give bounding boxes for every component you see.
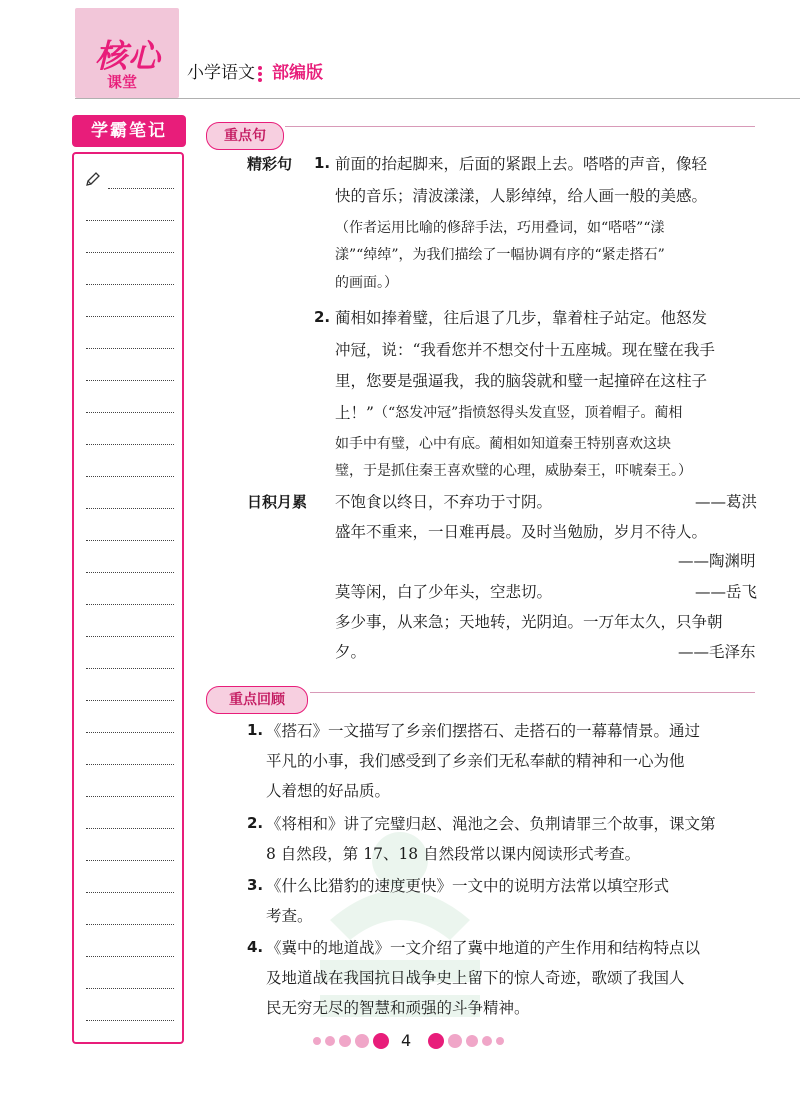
notes-box — [72, 152, 184, 1044]
note-line: （作者运用比喻的修辞手法，巧用叠词，如“嗒嗒”“漾 — [335, 220, 665, 236]
item-number: 2. — [247, 814, 264, 832]
body-line: 《冀中的地道战》一文介绍了冀中地道的产生作用和结构特点以 — [266, 939, 701, 957]
item-number: 2. — [314, 308, 331, 326]
section-divider — [310, 692, 755, 693]
item-number: 3. — [247, 876, 264, 894]
body-line: 民无穷无尽的智慧和顽强的斗争精神。 — [266, 999, 530, 1017]
term-riji: 日积月累 — [247, 493, 308, 511]
body-line: 上！” — [335, 404, 374, 422]
item-number: 1. — [314, 154, 331, 172]
section-divider — [285, 126, 755, 127]
body-line: 人着想的好品质。 — [266, 782, 391, 800]
header-divider — [75, 98, 800, 99]
term-jingcai: 精彩句 — [247, 155, 293, 173]
body-line: 《什么比猎豹的速度更快》一文中的说明方法常以填空形式 — [266, 877, 670, 895]
body-line: 冲冠，说：“我看您并不想交付十五座城。现在璧在我手 — [335, 341, 715, 359]
logo-sub-text: 课堂 — [106, 73, 137, 91]
note-line: 如手中有璧，心中有底。蔺相如知道秦王特别喜欢这块 — [335, 436, 671, 452]
note-line: 漾”“绰绰”，为我们描绘了一幅协调有序的“紧走搭石” — [335, 247, 665, 263]
body-line: 8 自然段，第 17、18 自然段常以课内阅读形式考查。 — [266, 845, 641, 863]
note-line: 的画面。） — [335, 275, 398, 291]
body-line: 《将相和》讲了完璧归赵、渑池之会、负荆请罪三个故事，课文第 — [266, 815, 716, 833]
body-line: 及地道战在我国抗日战争史上留下的惊人奇迹，歌颂了我国人 — [266, 969, 685, 987]
edition-label: 部编版 — [272, 63, 323, 83]
quote-author: ——岳飞 — [695, 583, 758, 601]
quote-line: 不饱食以终日，不弃功于寸阴。 — [335, 493, 553, 511]
body-line: 里，您要是强逼我，我的脑袋就和璧一起撞碎在这柱子 — [335, 372, 708, 390]
notes-title: 学霸笔记 — [72, 115, 186, 147]
body-line: 快的音乐；清波漾漾，人影绰绰，给人画一般的美感。 — [335, 187, 708, 205]
subject-label: 小学语文 — [187, 63, 255, 83]
watermark-logo — [300, 800, 500, 1030]
quote-line: 多少事，从来急；天地转，光阴迫。一万年太久，只争朝 — [335, 613, 723, 631]
section-label-review: 重点回顾 — [206, 686, 308, 714]
quote-line: 莫等闲，白了少年头，空悲切。 — [335, 583, 553, 601]
quote-author: ——陶渊明 — [678, 552, 756, 570]
body-line: 《搭石》一文描写了乡亲们摆搭石、走搭石的一幕幕情景。通过 — [266, 722, 701, 740]
logo-main-text: 核心 — [94, 37, 161, 75]
note-line: 璧，于是抓住秦王喜欢璧的心理，威胁秦王，吓唬秦王。） — [335, 463, 692, 479]
quote-line: 盛年不重来，一日难再晨。及时当勉励，岁月不待人。 — [335, 523, 708, 541]
pencil-icon — [84, 170, 102, 188]
quote-author: ——葛洪 — [695, 493, 758, 511]
body-line: 蔺相如捧着璧，往后退了几步，靠着柱子站定。他怒发 — [335, 309, 708, 327]
body-line: 前面的抬起脚来，后面的紧跟上去。嗒嗒的声音，像轻 — [335, 155, 708, 173]
quote-author: ——毛泽东 — [678, 643, 756, 661]
header-separator — [258, 64, 262, 82]
item-number: 1. — [247, 721, 264, 739]
quote-line: 夕。 — [335, 643, 367, 661]
item-number: 4. — [247, 938, 264, 956]
section-label-key-sentences: 重点句 — [206, 122, 284, 150]
body-line: 考查。 — [266, 907, 313, 925]
note-line: （“怒发冲冠”指愤怒得头发直竖，顶着帽子。蔺相 — [374, 405, 683, 421]
body-line: 平凡的小事，我们感受到了乡亲们无私奉献的精神和一心为他 — [266, 752, 685, 770]
page-number: 4 — [401, 1031, 412, 1050]
